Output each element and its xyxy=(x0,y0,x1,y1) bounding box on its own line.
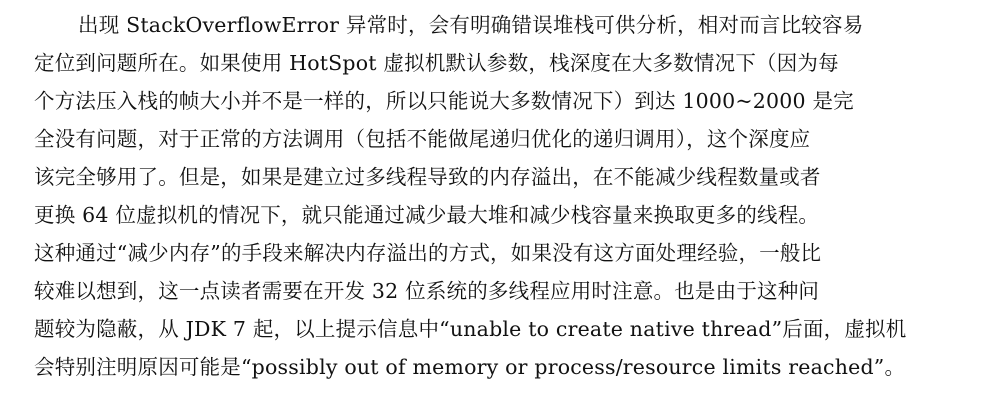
paragraph-line-2: 定位到问题所在。如果使用 HotSpot 虚拟机默认参数，栈深度在大多数情况下（因为每 xyxy=(34,51,839,75)
paragraph-line-1: 出现 StackOverflowError 异常时，会有明确错误堆栈可供分析，相对而言比较容易 xyxy=(78,13,864,37)
paragraph-line-10: 会特别注明原因可能是“possibly out of memory or process/resource limits reached”。 xyxy=(34,355,906,379)
paragraph-line-7: 这种通过“减少内存”的手段来解决内存溢出的方式，如果没有这方面处理经验，一般比 xyxy=(34,241,822,265)
paragraph-line-3: 个方法压入栈的帧大小并不是一样的，所以只能说大多数情况下）到达 1000~2000 是完 xyxy=(34,89,854,113)
paragraph-line-4: 全没有问题，对于正常的方法调用（包括不能做尾递归优化的递归调用），这个深度应 xyxy=(34,127,811,151)
paragraph-line-8: 较难以想到，这一点读者需要在开发 32 位系统的多线程应用时注意。也是由于这种问 xyxy=(34,279,820,303)
paragraph-line-9: 题较为隐蔽，从 JDK 7 起，以上提示信息中“unable to create native thread”后面，虚拟机 xyxy=(34,317,907,341)
paragraph-line-6: 更换 64 位虚拟机的情况下，就只能通过减少最大堆和减少栈容量来换取更多的线程。 xyxy=(34,203,820,227)
paragraph-line-5: 该完全够用了。但是，如果是建立过多线程导致的内存溢出，在不能减少线程数量或者 xyxy=(34,165,821,189)
